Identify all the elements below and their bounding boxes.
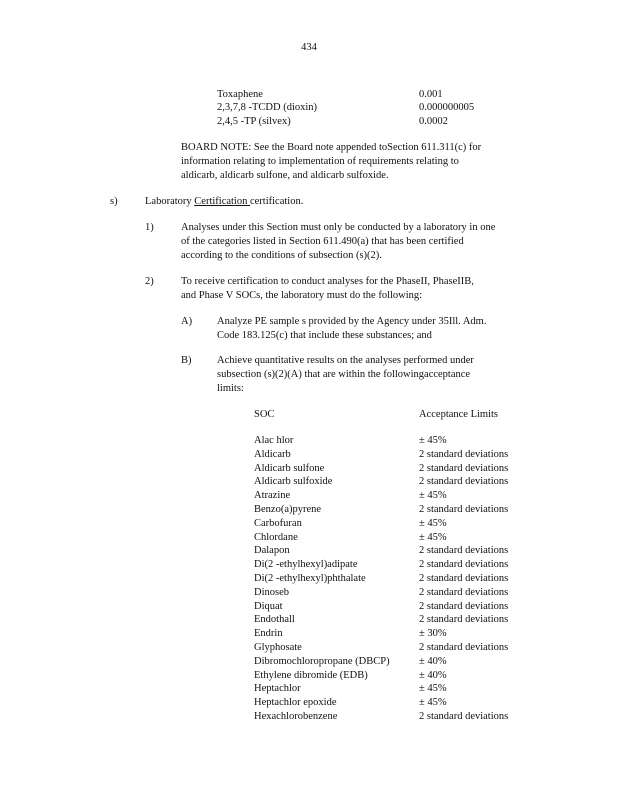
soc-name: Aldicarb sulfoxide xyxy=(254,476,333,488)
item-b-marker: B) xyxy=(181,355,192,366)
soc-limit: 2 standard deviations xyxy=(419,559,509,571)
soc-limit: ± 45% xyxy=(419,697,447,709)
soc-name: Aldicarb xyxy=(254,448,291,460)
item-b-line: limits: xyxy=(217,383,244,394)
board-note-line: information relating to implementation of requirements relating to xyxy=(181,156,459,167)
top-table-name: 2,3,7,8 -TCDD (dioxin) xyxy=(217,102,318,113)
top-table-value: 0.0002 xyxy=(419,116,448,127)
soc-name: Alac hlor xyxy=(254,435,294,446)
soc-name: Benzo(a)pyrene xyxy=(254,504,322,515)
item-a-line: Analyze PE sample s provided by the Agency under 35Ill. Adm. xyxy=(217,316,487,327)
section-s-marker: s) xyxy=(110,196,118,207)
item-b-line: subsection (s)(2)(A) that are within the followingacceptance xyxy=(217,369,471,380)
item-1-line: Analyses under this Section must only be conducted by a laboratory in one xyxy=(181,222,496,233)
soc-limit: 2 standard deviations xyxy=(419,448,509,460)
item-1-marker: 1) xyxy=(145,222,154,233)
soc-limit: 2 standard deviations xyxy=(419,476,509,488)
soc-name: Endrin xyxy=(254,628,283,640)
soc-name: Chlordane xyxy=(254,531,298,543)
soc-name: Heptachlor epoxide xyxy=(254,697,337,709)
soc-limit: 2 standard deviations xyxy=(419,462,509,474)
soc-name: Endothall xyxy=(254,614,295,626)
soc-limit: 2 standard deviations xyxy=(419,614,509,626)
soc-name: Atrazine xyxy=(254,490,291,502)
top-table-value: 0.001 xyxy=(419,89,443,100)
soc-limit: 2 standard deviations xyxy=(419,711,509,722)
soc-limit: ± 45% xyxy=(419,517,447,529)
soc-name: Ethylene dibromide (EDB) xyxy=(254,669,368,681)
item-2-line: and Phase V SOCs, the laboratory must do the following: xyxy=(181,290,423,301)
soc-limit: ± 40% xyxy=(419,655,447,667)
soc-header: SOC xyxy=(254,409,275,420)
item-2-line: To receive certification to conduct analyses for the PhaseII, PhaseIIB, xyxy=(181,276,474,287)
soc-limit: 2 standard deviations xyxy=(419,600,509,612)
soc-limit: 2 standard deviations xyxy=(419,586,509,598)
soc-limit: ± 45% xyxy=(419,683,447,695)
soc-name: Di(2 -ethylhexyl)phthalate xyxy=(254,573,366,584)
section-s-label-underlined: Certification xyxy=(194,196,250,207)
top-table-name: 2,4,5 -TP (silvex) xyxy=(217,116,291,127)
item-a-line: Code 183.125(c) that include these substances; and xyxy=(217,330,432,341)
soc-limit: 2 standard deviations xyxy=(419,545,509,557)
section-s-heading xyxy=(145,195,303,209)
soc-limit: ± 40% xyxy=(419,669,447,681)
soc-name: Aldicarb sulfone xyxy=(254,462,325,474)
soc-name: Diquat xyxy=(254,600,283,612)
section-s-label: Laboratory xyxy=(145,196,195,207)
soc-name: Dinoseb xyxy=(254,586,289,598)
section-s-label-end: certification. xyxy=(249,196,304,207)
soc-name: Hexachlorobenzene xyxy=(254,711,338,722)
soc-limit: 2 standard deviations xyxy=(419,573,509,584)
soc-limit: ± 30% xyxy=(419,628,447,640)
soc-name: Di(2 -ethylhexyl)adipate xyxy=(254,559,358,571)
soc-limit: 2 standard deviations xyxy=(419,504,509,515)
soc-name: Dibromochloropropane (DBCP) xyxy=(254,655,390,667)
soc-limit: ± 45% xyxy=(419,490,447,502)
limits-header: Acceptance Limits xyxy=(419,409,499,420)
page-number: 434 xyxy=(301,42,317,53)
soc-name: Heptachlor xyxy=(254,683,301,695)
soc-limit: ± 45% xyxy=(419,531,447,543)
soc-name: Carbofuran xyxy=(254,517,302,529)
soc-name: Dalapon xyxy=(254,545,290,557)
soc-limit: 2 standard deviations xyxy=(419,642,509,653)
soc-name: Glyphosate xyxy=(254,642,302,653)
item-1-line: according to the conditions of subsection (s)(2). xyxy=(181,250,382,261)
soc-limit: ± 45% xyxy=(419,435,447,446)
board-note-line: aldicarb, aldicarb sulfone, and aldicarb sulfoxide. xyxy=(181,170,389,181)
top-table-name: Toxaphene xyxy=(217,89,263,100)
item-2-marker: 2) xyxy=(145,276,154,287)
item-a-marker: A) xyxy=(181,316,193,327)
item-1-line: of the categories listed in Section 611.490(a) that has been certified xyxy=(181,236,464,247)
top-table-value: 0.000000005 xyxy=(419,102,475,113)
board-note-line: BOARD NOTE: See the Board note appended toSection 611.311(c) for xyxy=(181,142,482,153)
item-b-line: Achieve quantitative results on the analyses performed under xyxy=(217,355,474,366)
